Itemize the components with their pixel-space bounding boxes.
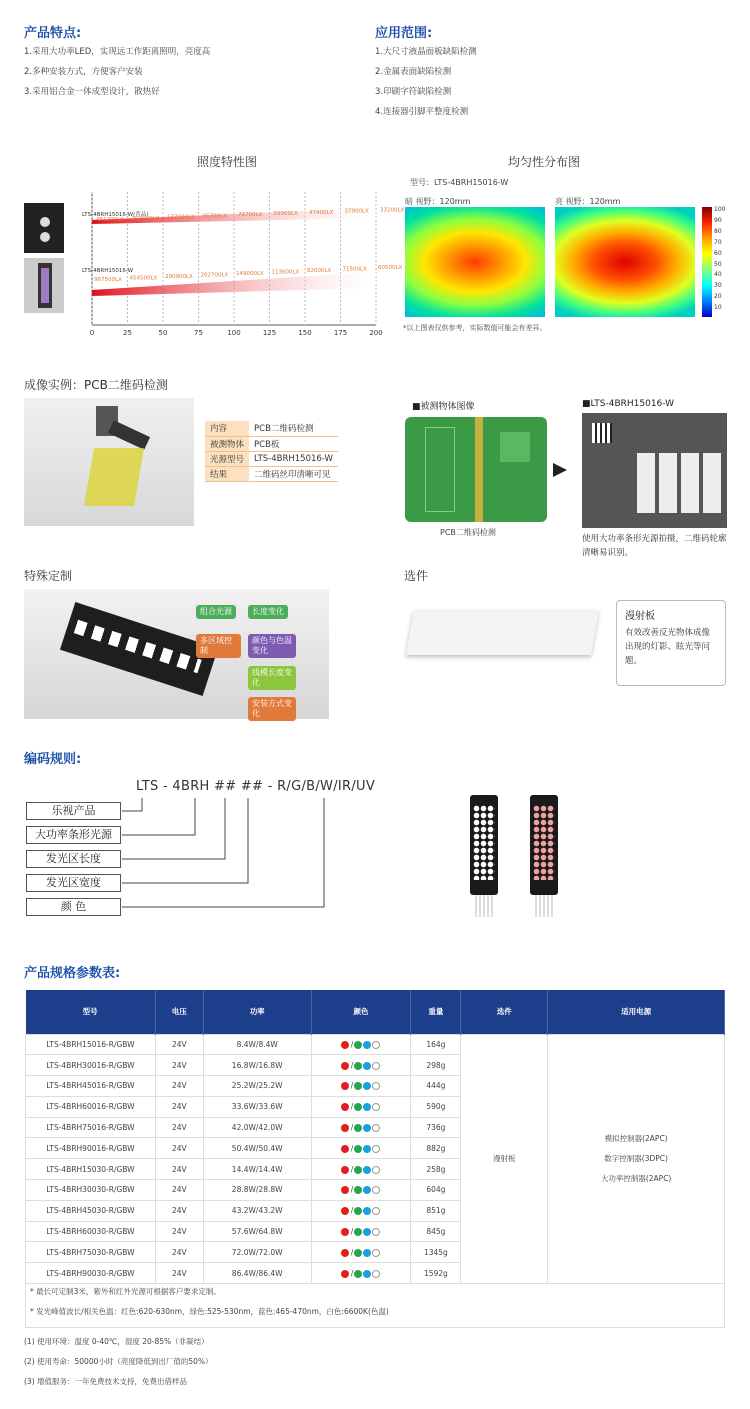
color-dots: / bbox=[311, 1263, 411, 1284]
application-item: 3.印刷字符缺陷检测 bbox=[375, 87, 452, 97]
color-dots: / bbox=[311, 1096, 411, 1117]
illum-bottom-value: 290900LX bbox=[165, 274, 193, 280]
table-row: LTS-4BRH30016-R/GBW 24V 16.8W/16.8W / 298g bbox=[26, 1055, 725, 1076]
spec-power-cell: 模拟控制器(2APC) 数字控制器(3DPC) 大功率控制器(2APC) bbox=[548, 1034, 725, 1284]
spec-table bbox=[25, 990, 725, 1284]
illum-x-tick: 100 bbox=[227, 329, 241, 337]
table-row: LTS-4BRH15016-R/GBW 24V 8.4W/8.4W / 164g 漫射板 模拟控制器(2APC) 数字控制器(3DPC) 大功率控制器(2APC) bbox=[26, 1034, 725, 1055]
diffuser-image bbox=[406, 610, 599, 655]
color-dots: / bbox=[311, 1159, 411, 1180]
table-row: LTS-4BRH75030-R/GBW 24V 72.0W/72.0W / 1345g bbox=[26, 1242, 725, 1263]
table-row: LTS-4BRH30030-R/GBW 24V 28.8W/28.8W / 604g bbox=[26, 1180, 725, 1201]
illum-bottom-value: 113600LX bbox=[271, 269, 300, 276]
color-dots: / bbox=[311, 1200, 411, 1221]
product-image-top bbox=[24, 203, 64, 253]
color-dots: / bbox=[311, 1180, 411, 1201]
illum-x-tick: 75 bbox=[194, 329, 203, 337]
uniform-note: *以上图表仅供参考，实际数值可能会有差异。 bbox=[403, 324, 547, 332]
illum-x-tick: 25 bbox=[123, 329, 132, 337]
spec-note: * 发光峰值波长/相关色温：红色:620-630nm，绿色:525-530nm，蓝色:465-470nm，白色:6600K(色温) bbox=[30, 1307, 389, 1316]
features-list bbox=[24, 42, 210, 102]
uniform-colorbar bbox=[702, 207, 712, 317]
illum-top-value: 37900LX bbox=[344, 208, 369, 215]
custom-tag: 长度变化 bbox=[248, 605, 288, 619]
application-item: 4.连接器引脚平整度检测 bbox=[375, 107, 469, 117]
illum-top-value: 451200LX bbox=[96, 217, 124, 223]
illum-top-value: 33200LX bbox=[380, 207, 405, 214]
option-title: 选件 bbox=[404, 569, 429, 583]
color-dots: / bbox=[311, 1076, 411, 1097]
custom-title: 特殊定制 bbox=[24, 569, 73, 583]
table-row: LTS-4BRH15030-R/GBW 24V 14.4W/14.4W / 258g bbox=[26, 1159, 725, 1180]
code-box: 大功率条形光源 bbox=[26, 826, 121, 844]
illum-top-value: 59900LX bbox=[273, 211, 298, 217]
result-image-label: ■LTS-4BRH15016-W bbox=[582, 399, 675, 409]
led-board-white bbox=[470, 795, 498, 895]
illum-top-value: 202000LX bbox=[131, 215, 160, 222]
illum-label-bottom: LTS-4BRH15016-W bbox=[82, 268, 134, 274]
illum-x-tick: 125 bbox=[262, 329, 277, 337]
pcb-image bbox=[405, 417, 547, 522]
illum-x-tick: 175 bbox=[333, 329, 348, 337]
applications-list bbox=[375, 42, 477, 122]
table-row: LTS-4BRH45030-R/GBW 24V 43.2W/43.2W / 851g bbox=[26, 1200, 725, 1221]
option-desc: 有效改善反光物体成像出现的灯影、眩光等问题。 bbox=[625, 628, 711, 666]
illum-bottom-value: 202700LX bbox=[200, 272, 229, 279]
spec-note: * 最长可定制3米，紫外和红外光源可根据客户要求定制。 bbox=[30, 1287, 221, 1296]
uniform-map-bright bbox=[555, 207, 695, 317]
illum-x-tick: 200 bbox=[369, 329, 383, 337]
spec-title: 产品规格参数表: bbox=[24, 966, 121, 981]
result-desc: 使用大功率条形光源拍摄，二维码轮廓清晰易识别。 bbox=[582, 534, 727, 558]
spec-notes bbox=[25, 1282, 725, 1328]
illum-bottom-value: 92000LX bbox=[307, 268, 332, 274]
pcb-caption: PCB二维码检测 bbox=[440, 528, 496, 537]
uniform-right-label: 亮 视野：120mm bbox=[555, 197, 621, 206]
code-box: 发光区长度 bbox=[26, 850, 121, 868]
feature-item: 2.多种安装方式，方便客户安装 bbox=[24, 67, 143, 77]
illum-top-value: 47400LX bbox=[309, 209, 334, 216]
illum-top-value: 137200LX bbox=[167, 214, 195, 221]
custom-tag: 颜色与色温变化 bbox=[248, 634, 296, 658]
uniform-model: 型号：LTS-4BRH15016-W bbox=[410, 178, 509, 187]
coding-code: LTS - 4BRH ## ## - R/G/B/W/IR/UV bbox=[136, 779, 376, 794]
table-row: 结果 二维码丝印清晰可见 bbox=[205, 466, 338, 481]
custom-tag: 多区域控制 bbox=[196, 634, 241, 658]
table-row: LTS-4BRH90030-R/GBW 24V 86.4W/86.4W / 1592g bbox=[26, 1263, 725, 1284]
illum-bottom-value: 71500LX bbox=[342, 266, 367, 273]
illum-bottom-value: 454500LX bbox=[129, 275, 158, 282]
coding-title: 编码规则: bbox=[24, 752, 82, 767]
table-row: LTS-4BRH45016-R/GBW 24V 25.2W/25.2W / 444g bbox=[26, 1076, 725, 1097]
object-image-label: ■被测物体图像 bbox=[412, 402, 475, 412]
application-item: 2.金属表面缺陷检测 bbox=[375, 67, 452, 77]
color-dots: / bbox=[311, 1242, 411, 1263]
features-title: 产品特点: bbox=[24, 26, 82, 41]
uniform-left-label: 暗 视野：120mm bbox=[405, 197, 471, 206]
led-board-red bbox=[530, 795, 558, 895]
table-row: LTS-4BRH90016-R/GBW 24V 50.4W/50.4W / 882g bbox=[26, 1138, 725, 1159]
custom-image bbox=[24, 589, 329, 719]
code-box: 颜 色 bbox=[26, 898, 121, 916]
illum-bottom-value: 60500LX bbox=[378, 265, 403, 271]
illum-top-value: 74700LX bbox=[238, 212, 263, 219]
spec-header-row: 型号 电压 功率 颜色 重量 选件 适用电源 bbox=[26, 990, 725, 1034]
arrow-right-icon bbox=[553, 463, 567, 477]
table-row: 光源型号 LTS-4BRH15016-W bbox=[205, 451, 338, 466]
color-dots: / bbox=[311, 1055, 411, 1076]
illum-title: 照度特性图 bbox=[197, 155, 258, 169]
custom-tag: 安装方式变化 bbox=[248, 697, 296, 721]
illum-top-value: 95700LX bbox=[202, 213, 227, 220]
code-box: 发光区宽度 bbox=[26, 874, 121, 892]
illum-bottom-value: 967500LX bbox=[94, 277, 122, 283]
uniform-map-dark bbox=[405, 207, 545, 317]
result-image bbox=[582, 413, 727, 528]
option-card bbox=[616, 600, 726, 686]
feature-item: 1.采用大功率LED，实现远工作距离照明，亮度高 bbox=[24, 47, 211, 57]
illum-bottom-value: 149000LX bbox=[236, 271, 264, 277]
custom-tag: 线模长度变化 bbox=[248, 666, 296, 690]
illum-x-tick: 50 bbox=[158, 329, 168, 337]
color-dots: / bbox=[311, 1034, 411, 1055]
table-row: 被测物体 PCB板 bbox=[205, 436, 338, 451]
table-row: LTS-4BRH60030-R/GBW 24V 57.6W/64.8W / 845g bbox=[26, 1221, 725, 1242]
illum-label-top: LTS-4BRH15016-W(普品) bbox=[82, 212, 149, 218]
applications-title: 应用范围: bbox=[375, 26, 433, 41]
illum-chart bbox=[76, 190, 405, 340]
coding-lines bbox=[120, 796, 340, 916]
product-image-bottom bbox=[24, 258, 64, 313]
spec-option-cell: 漫射板 bbox=[461, 1034, 548, 1284]
color-dots: / bbox=[311, 1117, 411, 1138]
option-name: 漫射板 bbox=[625, 611, 655, 622]
example-info-table bbox=[205, 421, 338, 482]
illum-x-tick: 0 bbox=[89, 329, 95, 337]
custom-tag: 组合光源 bbox=[196, 605, 236, 619]
feature-item: 3.采用铝合金一体成型设计，散热好 bbox=[24, 87, 160, 97]
example-title: 成像实例：PCB二维码检测 bbox=[24, 378, 168, 392]
example-setup-image bbox=[24, 398, 194, 526]
table-row: 内容 PCB二维码检测 bbox=[205, 421, 338, 436]
uniform-title: 均匀性分布图 bbox=[508, 155, 581, 169]
table-row: LTS-4BRH75016-R/GBW 24V 42.0W/42.0W / 736g bbox=[26, 1117, 725, 1138]
spec-footer: (1) 使用环境：温度 0-40℃，湿度 20-85%（非凝结） (2) 使用寿命：50000小时（亮度降低到出厂值的50%） (3) 增值服务：一年免费技术支持，免费出借样品 bbox=[24, 1337, 213, 1386]
ribbon-cable bbox=[475, 895, 493, 917]
illum-x-tick: 150 bbox=[298, 329, 312, 337]
code-box: 乐视产品 bbox=[26, 802, 121, 820]
application-item: 1.大尺寸液晶面板缺陷检测 bbox=[375, 47, 477, 57]
color-dots: / bbox=[311, 1221, 411, 1242]
table-row: LTS-4BRH60016-R/GBW 24V 33.6W/33.6W / 590g bbox=[26, 1096, 725, 1117]
color-dots: / bbox=[311, 1138, 411, 1159]
uniform-scale: 100 90 80 70 60 50 40 30 20 10 bbox=[714, 206, 726, 312]
ribbon-cable bbox=[535, 895, 553, 917]
